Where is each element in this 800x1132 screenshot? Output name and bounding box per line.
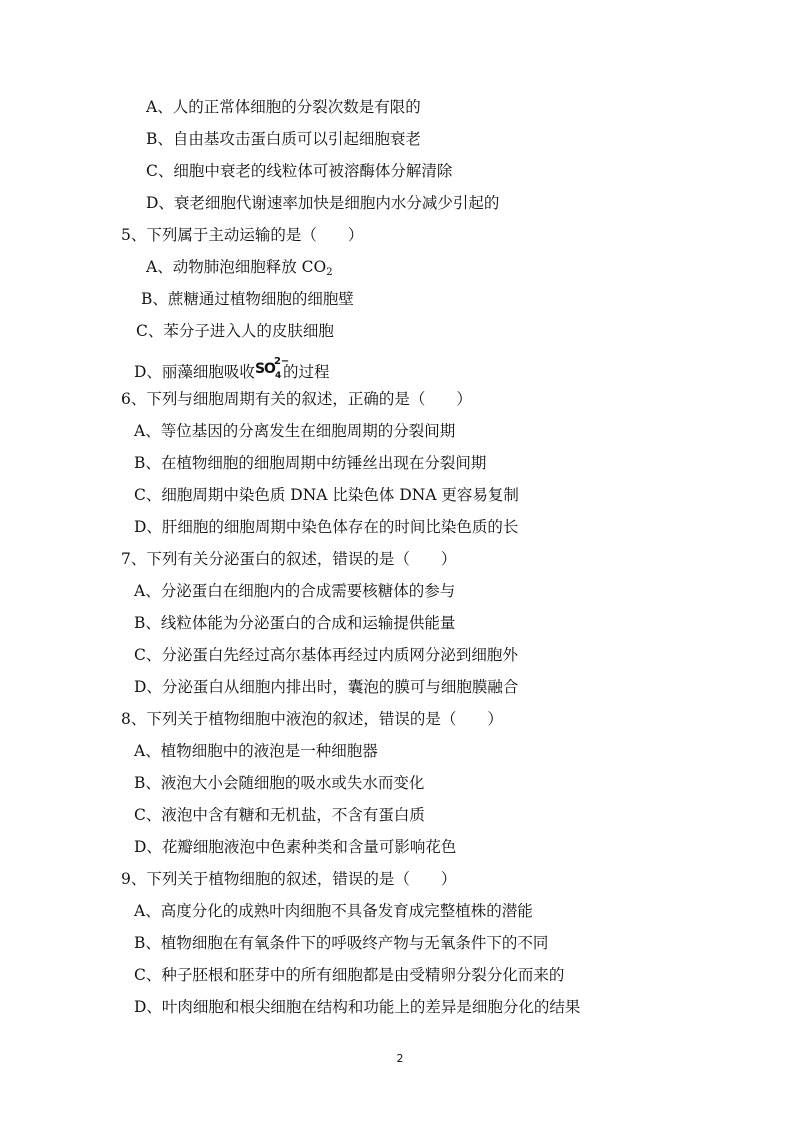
q5-option-a-subscript: 2: [326, 267, 333, 278]
q9-option-a: A、高度分化的成熟叶肉细胞不具备发育成完整植株的潜能: [134, 902, 533, 920]
q7-option-b: B、线粒体能为分泌蛋白的合成和运输提供能量: [134, 614, 456, 632]
sulfate-formula: [254, 356, 290, 381]
q6-stem: 6、下列与细胞周期有关的叙述，正确的是（ ）: [121, 390, 472, 408]
q5-option-b: B、蔗糖通过植物细胞的细胞壁: [141, 290, 354, 308]
q5-option-a-text: A、动物肺泡细胞释放 CO: [146, 258, 327, 276]
q7-option-a: A、分泌蛋白在细胞内的合成需要核糖体的参与: [134, 582, 456, 600]
q8-option-d: D、花瓣细胞液泡中色素种类和含量可影响花色: [134, 838, 457, 856]
q5-option-d-suffix: 的过程: [282, 363, 330, 381]
q5-option-c: C、苯分子进入人的皮肤细胞: [136, 322, 334, 340]
q5-option-a: [146, 257, 333, 283]
q6-option-d: D、肝细胞的细胞周期中染色体存在的时间比染色质的长: [134, 518, 519, 536]
q8-option-c: C、液泡中含有糖和无机盐，不含有蛋白质: [134, 806, 425, 824]
q8-stem: 8、下列关于植物细胞中液泡的叙述，错误的是（ ）: [121, 710, 503, 728]
q9-stem: 9、下列关于植物细胞的叙述，错误的是（ ）: [121, 870, 457, 888]
q6-option-b: B、在植物细胞的细胞周期中纺锤丝出现在分裂间期: [134, 454, 487, 472]
q6-option-a: A、等位基因的分离发生在细胞周期的分裂间期: [134, 422, 456, 440]
q4-option-a: A、人的正常体细胞的分裂次数是有限的: [146, 98, 421, 116]
sulfate-formula-charge: 2−: [273, 356, 290, 367]
q4-option-c: C、细胞中衰老的线粒体可被溶酶体分解清除: [146, 162, 453, 180]
q7-option-d: D、分泌蛋白从细胞内排出时，囊泡的膜可与细胞膜融合: [134, 678, 519, 696]
q8-option-b: B、液泡大小会随细胞的吸水或失水而变化: [134, 774, 425, 792]
q5-option-d: [134, 357, 329, 382]
q7-stem: 7、下列有关分泌蛋白的叙述，错误的是（ ）: [121, 550, 457, 568]
q7-option-c: C、分泌蛋白先经过高尔基体再经过内质网分泌到细胞外: [134, 646, 518, 664]
q5-stem: 5、下列属于主动运输的是（ ）: [121, 226, 364, 244]
q4-option-d: D、衰老细胞代谢速率加快是细胞内水分减少引起的: [146, 194, 500, 212]
sulfate-formula-base: SO: [254, 361, 275, 377]
q9-option-d: D、叶肉细胞和根尖细胞在结构和功能上的差异是细胞分化的结果: [134, 998, 581, 1016]
q8-option-a: A、植物细胞中的液泡是一种细胞器: [134, 742, 378, 760]
q4-option-b: B、自由基攻击蛋白质可以引起细胞衰老: [146, 130, 421, 148]
sulfate-formula-subscript: 4: [274, 371, 282, 381]
page-number: 2: [396, 1052, 404, 1065]
q6-option-c: C、细胞周期中染色质 DNA 比染色体 DNA 更容易复制: [134, 486, 519, 504]
q9-option-c: C、种子胚根和胚芽中的所有细胞都是由受精卵分裂分化而来的: [134, 966, 565, 984]
q9-option-b: B、植物细胞在有氧条件下的呼吸终产物与无氧条件下的不同: [134, 934, 549, 952]
q5-option-d-prefix: D、丽藻细胞吸收: [134, 363, 255, 381]
